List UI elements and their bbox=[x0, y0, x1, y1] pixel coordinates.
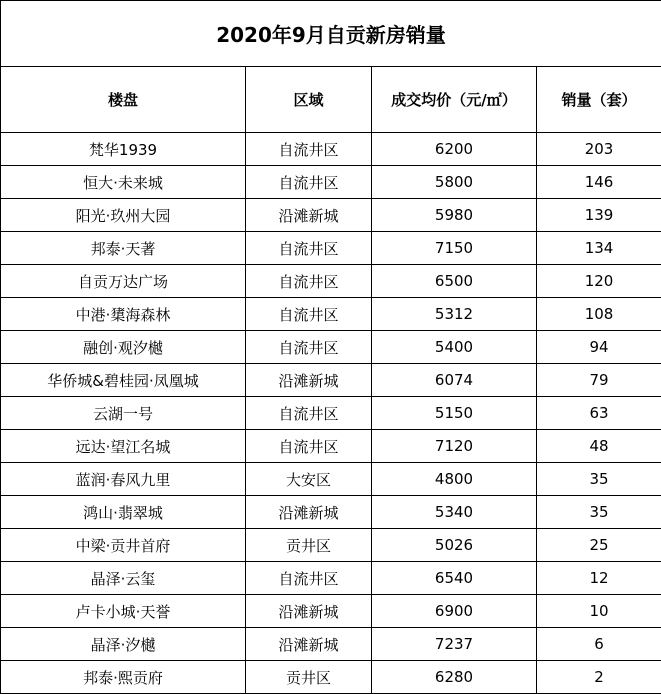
table-row bbox=[1, 529, 661, 562]
cell-sales: 94 bbox=[537, 331, 661, 364]
cell-project: 云湖一号 bbox=[1, 397, 246, 430]
header-avg-price: 成交均价（元/㎡） bbox=[372, 67, 537, 133]
cell-avg-price: 7120 bbox=[372, 430, 537, 463]
cell-district: 沿滩新城 bbox=[246, 595, 372, 628]
cell-project: 晶泽·汐樾 bbox=[1, 628, 246, 661]
cell-sales: 12 bbox=[537, 562, 661, 595]
cell-project: 邦泰·熙贡府 bbox=[1, 661, 246, 694]
cell-sales: 48 bbox=[537, 430, 661, 463]
cell-sales: 120 bbox=[537, 265, 661, 298]
cell-avg-price: 5980 bbox=[372, 199, 537, 232]
cell-avg-price: 5026 bbox=[372, 529, 537, 562]
table-row bbox=[1, 628, 661, 661]
cell-avg-price: 6900 bbox=[372, 595, 537, 628]
cell-sales: 139 bbox=[537, 199, 661, 232]
cell-avg-price: 5340 bbox=[372, 496, 537, 529]
cell-project: 晶泽·云玺 bbox=[1, 562, 246, 595]
cell-district: 自流井区 bbox=[246, 562, 372, 595]
cell-project: 融创·观汐樾 bbox=[1, 331, 246, 364]
table-row bbox=[1, 331, 661, 364]
cell-district: 自流井区 bbox=[246, 331, 372, 364]
cell-avg-price: 6074 bbox=[372, 364, 537, 397]
cell-project: 邦泰·天著 bbox=[1, 232, 246, 265]
cell-district: 贡井区 bbox=[246, 661, 372, 694]
cell-avg-price: 5400 bbox=[372, 331, 537, 364]
cell-district: 自流井区 bbox=[246, 166, 372, 199]
cell-project: 梵华1939 bbox=[1, 133, 246, 166]
table-row bbox=[1, 298, 661, 331]
cell-sales: 35 bbox=[537, 496, 661, 529]
cell-project: 华侨城&碧桂园·凤凰城 bbox=[1, 364, 246, 397]
cell-sales: 6 bbox=[537, 628, 661, 661]
cell-avg-price: 6200 bbox=[372, 133, 537, 166]
table-row bbox=[1, 463, 661, 496]
cell-district: 大安区 bbox=[246, 463, 372, 496]
table-row bbox=[1, 562, 661, 595]
cell-project: 自贡万达广场 bbox=[1, 265, 246, 298]
cell-sales: 146 bbox=[537, 166, 661, 199]
cell-avg-price: 5800 bbox=[372, 166, 537, 199]
table-row bbox=[1, 397, 661, 430]
cell-district: 自流井区 bbox=[246, 232, 372, 265]
table-title: 2020年9月自贡新房销量 bbox=[1, 1, 661, 67]
cell-avg-price: 4800 bbox=[372, 463, 537, 496]
cell-avg-price: 5312 bbox=[372, 298, 537, 331]
header-sales: 销量（套） bbox=[537, 67, 661, 133]
cell-district: 自流井区 bbox=[246, 397, 372, 430]
cell-project: 阳光·玖州大园 bbox=[1, 199, 246, 232]
cell-sales: 134 bbox=[537, 232, 661, 265]
cell-avg-price: 6540 bbox=[372, 562, 537, 595]
cell-sales: 108 bbox=[537, 298, 661, 331]
table-row bbox=[1, 430, 661, 463]
cell-sales: 2 bbox=[537, 661, 661, 694]
header-district: 区域 bbox=[246, 67, 372, 133]
cell-avg-price: 7150 bbox=[372, 232, 537, 265]
table-row bbox=[1, 595, 661, 628]
cell-avg-price: 5150 bbox=[372, 397, 537, 430]
table-row bbox=[1, 199, 661, 232]
cell-district: 沿滩新城 bbox=[246, 364, 372, 397]
cell-project: 远达·望江名城 bbox=[1, 430, 246, 463]
table-row bbox=[1, 232, 661, 265]
cell-project: 中梁·贡井首府 bbox=[1, 529, 246, 562]
cell-district: 自流井区 bbox=[246, 430, 372, 463]
cell-district: 沿滩新城 bbox=[246, 199, 372, 232]
cell-sales: 25 bbox=[537, 529, 661, 562]
cell-avg-price: 6280 bbox=[372, 661, 537, 694]
cell-district: 自流井区 bbox=[246, 265, 372, 298]
cell-project: 蓝润·春风九里 bbox=[1, 463, 246, 496]
cell-district: 自流井区 bbox=[246, 298, 372, 331]
table-row bbox=[1, 661, 661, 694]
cell-project: 卢卡小城·天誉 bbox=[1, 595, 246, 628]
cell-sales: 63 bbox=[537, 397, 661, 430]
table-row bbox=[1, 496, 661, 529]
cell-district: 自流井区 bbox=[246, 133, 372, 166]
cell-district: 贡井区 bbox=[246, 529, 372, 562]
cell-avg-price: 6500 bbox=[372, 265, 537, 298]
header-project: 楼盘 bbox=[1, 67, 246, 133]
cell-avg-price: 7237 bbox=[372, 628, 537, 661]
cell-project: 鸿山·翡翠城 bbox=[1, 496, 246, 529]
cell-project: 中港·橥海森林 bbox=[1, 298, 246, 331]
table-row bbox=[1, 265, 661, 298]
cell-sales: 10 bbox=[537, 595, 661, 628]
table-row bbox=[1, 133, 661, 166]
table-row bbox=[1, 166, 661, 199]
cell-sales: 203 bbox=[537, 133, 661, 166]
cell-sales: 35 bbox=[537, 463, 661, 496]
cell-district: 沿滩新城 bbox=[246, 628, 372, 661]
cell-sales: 79 bbox=[537, 364, 661, 397]
header-row bbox=[1, 67, 661, 133]
cell-district: 沿滩新城 bbox=[246, 496, 372, 529]
cell-project: 恒大·未来城 bbox=[1, 166, 246, 199]
table-row bbox=[1, 364, 661, 397]
